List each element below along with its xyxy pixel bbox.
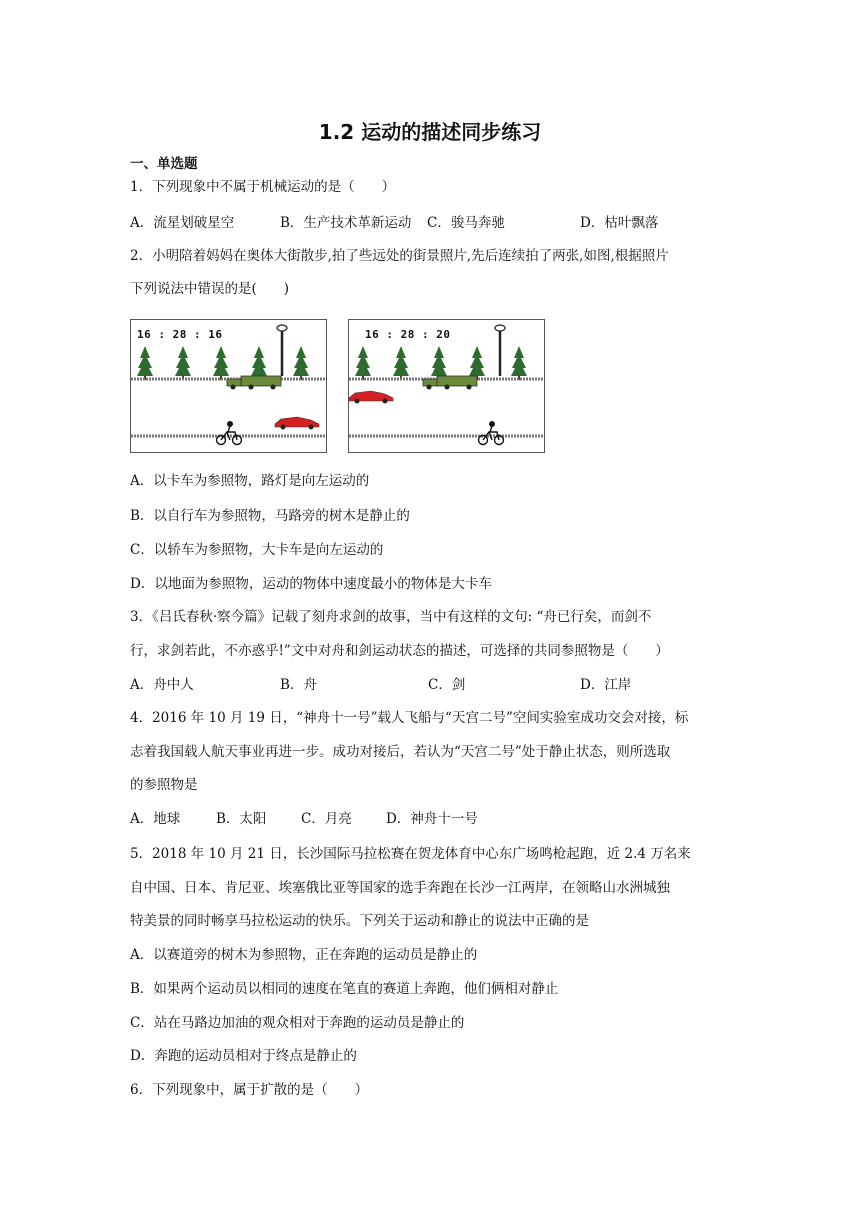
- q1-option-b: B．生产技术革新运动: [280, 215, 412, 231]
- section-heading: 一、单选题: [130, 156, 198, 172]
- q1-stem: 1．下列现象中不属于机械运动的是（ ）: [130, 179, 396, 195]
- q4-option-d: D．神舟十一号: [386, 811, 478, 827]
- q6-stem: 6．下列现象中，属于扩散的是（ ）: [130, 1082, 369, 1098]
- q2-option-a: A．以卡车为参照物，路灯是向左运动的: [130, 473, 370, 489]
- q5-option-c: C．站在马路边加油的观众相对于奔跑的运动员是静止的: [130, 1015, 465, 1031]
- q1-options: [130, 214, 658, 232]
- q3-option-d: D．江岸: [580, 677, 632, 693]
- bicycle-icon: [217, 422, 242, 445]
- q5-option-d: D．奔跑的运动员相对于终点是静止的: [130, 1048, 357, 1064]
- car-icon: [349, 391, 393, 404]
- q3-stem-line1: 3．《吕氏春秋·察今篇》记载了刻舟求剑的故事，当中有这样的文句: “舟已行矣，而剑不: [130, 609, 652, 625]
- q2-stem-line2: 下列说法中错误的是( ): [130, 281, 290, 297]
- q2-option-d: D．以地面为参照物，运动的物体中速度最小的物体是大卡车: [130, 576, 492, 592]
- q1-option-c: C．骏马奔驰: [427, 215, 505, 231]
- q4-option-a: A．地球: [130, 811, 181, 827]
- q4-stem-line1: 4．2016 年 10 月 19 日，“神舟十一号”载人飞船与“天宫二号”空间实验室成功交会对接，标: [130, 710, 689, 726]
- q4-stem-line3: 的参照物是: [130, 777, 198, 793]
- street-photo-1: [130, 319, 327, 453]
- q2-stem-line1: 2．小明陪着妈妈在奥体大街散步,拍了些远处的街景照片,先后连续拍了两张,如图,根据照片: [130, 248, 669, 264]
- photo-2-timestamp: 16 : 28 : 20: [365, 328, 451, 341]
- q4-option-b: B．太阳: [216, 811, 267, 827]
- truck-icon: [227, 376, 281, 390]
- q3-options: [130, 676, 631, 694]
- q4-options: [130, 810, 478, 828]
- q5-stem-line2: 自中国、日本、肯尼亚、埃塞俄比亚等国家的选手奔跑在长沙一江两岸，在领略山水洲城独: [130, 880, 670, 896]
- q2-option-b: B．以自行车为参照物，马路旁的树木是静止的: [130, 508, 410, 524]
- page-title: 1.2 运动的描述同步练习: [318, 120, 542, 144]
- q4-option-c: C．月亮: [301, 811, 352, 827]
- q4-stem-line2: 志着我国载人航天事业再进一步。成功对接后，若认为“天宫二号”处于静止状态，则所选取: [130, 744, 671, 760]
- street-scene-1: [131, 320, 326, 452]
- q3-stem-line2: 行，求剑若此，不亦惑乎!”文中对舟和剑运动状态的描述，可选择的共同参照物是（ ）: [130, 643, 669, 659]
- lamp-post-icon: [277, 325, 287, 376]
- q1-option-a: A．流星划破星空: [130, 215, 235, 231]
- q3-option-a: A．舟中人: [130, 677, 194, 693]
- photo-1-timestamp: 16 : 28 : 16: [137, 328, 223, 341]
- q5-stem-line1: 5．2018 年 10 月 21 日，长沙国际马拉松赛在贺龙体育中心东广场鸣枪起跑，近 2.4 万名来: [130, 846, 691, 862]
- bicycle-icon: [479, 422, 504, 445]
- lamp-post-icon: [495, 325, 505, 376]
- q1-option-d: D．枯叶飘落: [580, 215, 659, 231]
- q5-option-b: B．如果两个运动员以相同的速度在笔直的赛道上奔跑，他们俩相对静止: [130, 981, 559, 997]
- q5-stem-line3: 特美景的同时畅享马拉松运动的快乐。下列关于运动和静止的说法中正确的是: [130, 913, 589, 929]
- street-scene-2: [349, 320, 544, 452]
- q5-option-a: A．以赛道旁的树木为参照物，正在奔跑的运动员是静止的: [130, 947, 478, 963]
- q2-option-c: C．以轿车为参照物，大卡车是向左运动的: [130, 542, 384, 558]
- q3-option-c: C．剑: [428, 677, 466, 693]
- q3-option-b: B．舟: [280, 677, 317, 693]
- street-photos: [130, 319, 545, 453]
- street-photo-2: [348, 319, 545, 453]
- car-icon: [275, 417, 319, 430]
